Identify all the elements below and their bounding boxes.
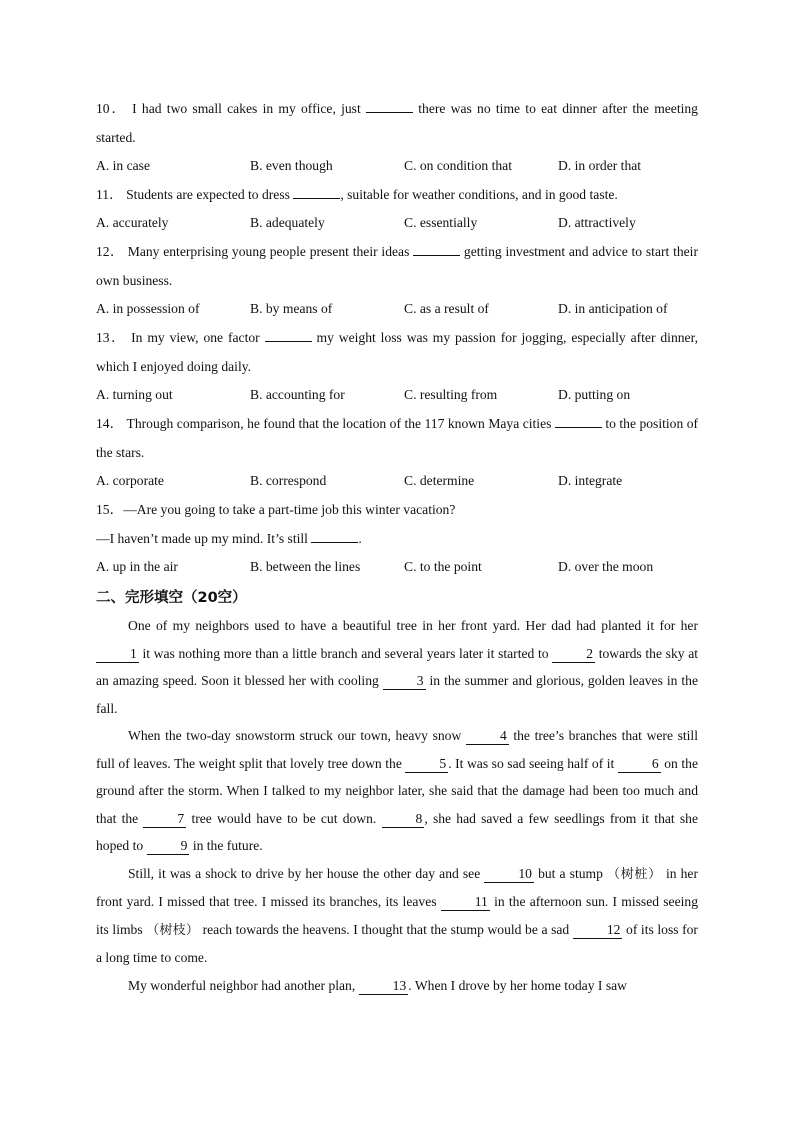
option-a[interactable]: A. up in the air xyxy=(96,559,178,574)
option-c[interactable]: C. determine xyxy=(404,473,475,488)
option-a[interactable]: A. turning out xyxy=(96,387,173,402)
option-d[interactable]: D. in order that xyxy=(558,158,642,173)
cloze-blank-1[interactable]: 1 xyxy=(96,646,139,663)
chinese-gloss-stump: （树桩） xyxy=(607,866,662,882)
page-content xyxy=(96,94,698,999)
option-a[interactable]: A. in possession of xyxy=(96,301,200,316)
option-b[interactable]: B. even though xyxy=(250,158,333,173)
option-d[interactable]: D. putting on xyxy=(558,387,631,402)
question-15 xyxy=(96,495,698,581)
dialogue-response: —I haven’t made up my mind. It’s still . xyxy=(96,524,698,553)
options-row xyxy=(96,295,698,323)
option-d[interactable]: D. attractively xyxy=(558,215,636,230)
option-b[interactable]: B. correspond xyxy=(250,473,327,488)
cloze-blank-5[interactable]: 5 xyxy=(405,756,448,773)
question-11 xyxy=(96,180,698,237)
answer-blank[interactable] xyxy=(555,413,602,428)
answer-blank[interactable] xyxy=(293,184,340,199)
answer-blank[interactable] xyxy=(413,241,460,256)
question-12 xyxy=(96,237,698,323)
question-13 xyxy=(96,323,698,409)
option-a[interactable]: A. corporate xyxy=(96,473,164,488)
question-14 xyxy=(96,409,698,495)
option-c[interactable]: C. to the point xyxy=(404,559,482,574)
cloze-blank-8[interactable]: 8 xyxy=(382,811,425,828)
option-b[interactable]: B. adequately xyxy=(250,215,325,230)
cloze-blank-6[interactable]: 6 xyxy=(618,756,661,773)
cloze-blank-9[interactable]: 9 xyxy=(147,838,190,855)
options-row xyxy=(96,152,698,180)
cloze-blank-10[interactable]: 10 xyxy=(484,866,534,883)
cloze-paragraph-1: One of my neighbors used to have a beautiful tree in her front yard. Her dad had planted it for her 1 it was nothing more than a little branch and several years later it started to 2 towards the sky at an amazing speed. Soon it blessed her with cooling 3 in the summer and glorious, golden leaves in the fall. xyxy=(96,618,699,716)
option-b[interactable]: B. by means of xyxy=(250,301,333,316)
question-stem: 14． Through comparison, he found that the location of the 117 known Maya cities to the position of the stars. xyxy=(96,409,698,467)
option-c[interactable]: C. essentially xyxy=(404,215,478,230)
cloze-blank-11[interactable]: 11 xyxy=(441,894,490,911)
option-c[interactable]: C. resulting from xyxy=(404,387,498,402)
question-stem: 11． Students are expected to dress , suitable for weather conditions, and in good taste. xyxy=(96,180,698,209)
options-row xyxy=(96,553,698,581)
option-a[interactable]: A. accurately xyxy=(96,215,169,230)
cloze-passage xyxy=(96,612,698,999)
option-c[interactable]: C. as a result of xyxy=(404,301,489,316)
options-row xyxy=(96,381,698,409)
cloze-paragraph-4: My wonderful neighbor had another plan, 13 . When I drove by her home today I saw xyxy=(128,977,627,993)
question-stem: 12． Many enterprising young people present their ideas getting investment and advice to start their own business. xyxy=(96,237,698,295)
section-heading: 二、完形填空（20空） xyxy=(96,590,247,606)
question-stem: 13． In my view, one factor my weight loss was my passion for jogging, especially after dinner, which I enjoyed doing daily. xyxy=(96,323,698,381)
cloze-blank-3[interactable]: 3 xyxy=(383,673,426,690)
cloze-blank-7[interactable]: 7 xyxy=(143,811,186,828)
question-stem: 10． I had two small cakes in my office, just there was no time to eat dinner after the meeting started. xyxy=(96,94,698,152)
answer-blank[interactable] xyxy=(265,327,312,342)
option-c[interactable]: C. on condition that xyxy=(404,158,512,173)
options-row xyxy=(96,467,698,495)
cloze-blank-13[interactable]: 13 xyxy=(359,978,409,995)
cloze-paragraph-3: Still, it was a shock to drive by her house the other day and see 10 but a stump （树桩） in her front yard. I missed that tree. I missed its branches, its leaves 11 in the afternoon sun. I missed seeing its limbs （树枝） reach towards the heavens. I thought that the stump would be a sad 12 of its loss for a long time to come. xyxy=(96,865,698,965)
question-stem: 15．—Are you going to take a part-time job this winter vacation? xyxy=(96,502,456,517)
option-d[interactable]: D. over the moon xyxy=(558,559,654,574)
chinese-gloss-limbs: （树枝） xyxy=(146,922,200,938)
option-d[interactable]: D. in anticipation of xyxy=(558,301,668,316)
option-b[interactable]: B. between the lines xyxy=(250,559,361,574)
cloze-paragraph-2: When the two-day snowstorm struck our town, heavy snow 4 the tree’s branches that were still full of leaves. The weight split that lovely tree down the 5 . It was so sad seeing half of it 6 on the ground after the storm. When I talked to my neighbor later, she said that the damage had been too much and that the 7 tree would have to be cut down. 8 , she had saved a few seedlings from it that she hoped to 9 in the future. xyxy=(96,728,699,853)
options-row xyxy=(96,209,698,237)
option-b[interactable]: B. accounting for xyxy=(250,387,345,402)
answer-blank[interactable] xyxy=(311,528,358,543)
cloze-blank-4[interactable]: 4 xyxy=(466,728,509,745)
option-d[interactable]: D. integrate xyxy=(558,473,623,488)
question-10 xyxy=(96,94,698,180)
option-a[interactable]: A. in case xyxy=(96,158,150,173)
cloze-blank-12[interactable]: 12 xyxy=(573,922,623,939)
cloze-blank-2[interactable]: 2 xyxy=(552,646,595,663)
answer-blank[interactable] xyxy=(366,98,413,113)
